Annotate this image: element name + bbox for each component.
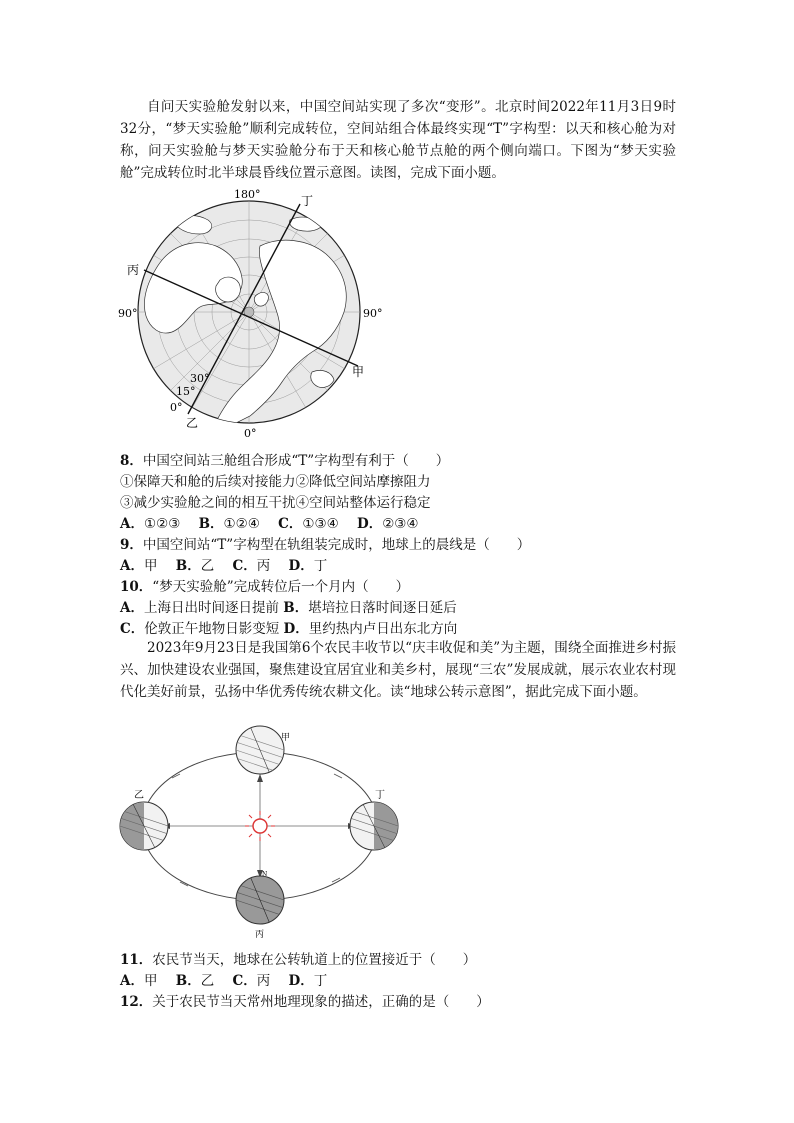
label-0-left: 0°: [170, 401, 183, 414]
earth-ding-icon: [350, 802, 398, 850]
q10-option-c[interactable]: 伦敦正午地物日影变短: [144, 621, 280, 637]
label-30: 30°: [190, 372, 210, 385]
q9-option-a-label: A．: [120, 558, 144, 574]
q11-options: [120, 971, 327, 991]
q8-statement-1-2: ①保障天和舱的后续对接能力②降低空间站摩擦阻力: [120, 474, 431, 490]
q8-option-b-label: B．: [198, 516, 224, 532]
q9-option-c[interactable]: 丙: [256, 558, 271, 574]
q8-option-d[interactable]: ②③④: [382, 516, 419, 532]
q10-option-a[interactable]: 上海日出时间逐日提前: [143, 600, 279, 616]
q8-option-a-label: A．: [120, 516, 144, 532]
orbit-label-n: N: [262, 871, 268, 878]
question-9: [120, 535, 530, 555]
q8-option-d-label: D．: [356, 516, 383, 532]
q11-option-d[interactable]: 丁: [313, 973, 328, 989]
label-180: 180°: [234, 188, 261, 201]
q12-number: 12．: [120, 994, 153, 1010]
arrow-up: [257, 774, 263, 782]
q11-option-c[interactable]: 丙: [256, 973, 271, 989]
q8-option-c[interactable]: ①③④: [302, 516, 339, 532]
q11-option-b[interactable]: 乙: [200, 973, 215, 989]
earth-orbit-figure: [110, 722, 410, 944]
q10-number: 10．: [120, 579, 153, 595]
q8-option-c-label: C．: [278, 516, 303, 532]
question-11: [120, 950, 476, 970]
orbit-label-ding: 丁: [375, 790, 385, 801]
q11-option-a[interactable]: 甲: [143, 973, 158, 989]
orbit-label-jia: 甲: [281, 733, 291, 743]
q10-option-b[interactable]: 堪培拉日落时间逐日延后: [308, 600, 457, 616]
q9-option-c-label: C．: [232, 558, 257, 574]
q8-option-a[interactable]: ①②③: [143, 516, 181, 532]
q8-stem: 中国空间站三舱组合形成“T”字构型有利于（ ）: [142, 453, 450, 469]
q9-option-d-label: D．: [288, 558, 314, 574]
passage-1: 自问天实验舱发射以来，中国空间站实现了多次“变形”。北京时间2022年11月3日9时32分，“梦天实验舱”顺利完成转位，空间站组合体最终实现“T”字构型：以天和核心舱为对称，问天实验舱与梦天实验舱分布于天和核心舱节点舱的两个侧向端口。下图为“梦天实验舱”完成转位时北半球晨昏线位置示意图。读图，完成下面小题。: [120, 99, 676, 181]
q10-option-d-label: D．: [283, 621, 309, 637]
q12-stem: 关于农民节当天常州地理现象的描述，正确的是（ ）: [152, 994, 490, 1010]
question-12: [120, 992, 490, 1012]
q8-statement-3-4: ③减少实验舱之间的相互干扰④空间站整体运行稳定: [120, 495, 431, 511]
label-0-bottom: 0°: [244, 427, 257, 440]
q9-option-b-label: B．: [175, 558, 201, 574]
q10-option-d[interactable]: 里约热内卢日出东北方向: [308, 621, 458, 637]
passage-2: 2023年9月23日是我国第6个农民丰收节以“庆丰收促和美”为主题，围绕全面推进乡村振兴、加快建设农业强国，聚焦建设宜居宜业和美乡村，展现“三农”发展成就，展示农业农村现代化美好前景，弘扬中华优秀传统农耕文化。读“地球公转示意图”，据此完成下面小题。: [120, 640, 676, 700]
q11-number: 11．: [120, 952, 153, 968]
q11-option-b-label: B．: [175, 973, 201, 989]
question-10: [120, 577, 409, 597]
q9-option-d[interactable]: 丁: [313, 558, 328, 574]
q9-option-b[interactable]: 乙: [200, 558, 215, 574]
q8-option-b[interactable]: ①②④: [223, 516, 260, 532]
q11-option-a-label: A．: [120, 973, 144, 989]
q9-stem: 中国空间站“T”字构型在轨组装完成时，地球上的晨线是（ ）: [142, 537, 531, 553]
label-jia: 甲: [352, 365, 365, 379]
orbit-label-yi: 乙: [134, 790, 144, 801]
label-90-right: 90°: [363, 307, 383, 320]
q10-option-c-label: C．: [120, 621, 145, 637]
orbit-label-bing: 丙: [255, 930, 265, 940]
earth-bing-icon: [236, 876, 284, 924]
label-90-left: 90°: [118, 307, 138, 320]
q8-options: [120, 514, 419, 534]
q10-options-row-1: [120, 598, 457, 618]
q8-number: 8．: [120, 453, 143, 469]
earth-yi-icon: [120, 802, 168, 850]
label-15: 15°: [176, 385, 196, 398]
label-yi: 乙: [186, 416, 199, 430]
q9-number: 9．: [120, 537, 143, 553]
q10-stem: “梦天实验舱”完成转位后一个月内（ ）: [152, 579, 410, 595]
q10-options-row-2: [120, 619, 457, 639]
polar-map-figure: [112, 184, 392, 442]
earth-jia-icon: [236, 726, 284, 774]
question-8: [120, 451, 449, 471]
q11-option-d-label: D．: [288, 973, 314, 989]
q9-option-a[interactable]: 甲: [143, 558, 158, 574]
q10-option-a-label: A．: [120, 600, 144, 616]
label-ding: 丁: [301, 194, 314, 208]
q11-stem: 农民节当天，地球在公转轨道上的位置接近于（ ）: [152, 952, 477, 968]
q9-options: [120, 556, 327, 576]
q11-option-c-label: C．: [232, 973, 257, 989]
q10-option-b-label: B．: [283, 600, 309, 616]
label-bing: 丙: [127, 263, 140, 277]
